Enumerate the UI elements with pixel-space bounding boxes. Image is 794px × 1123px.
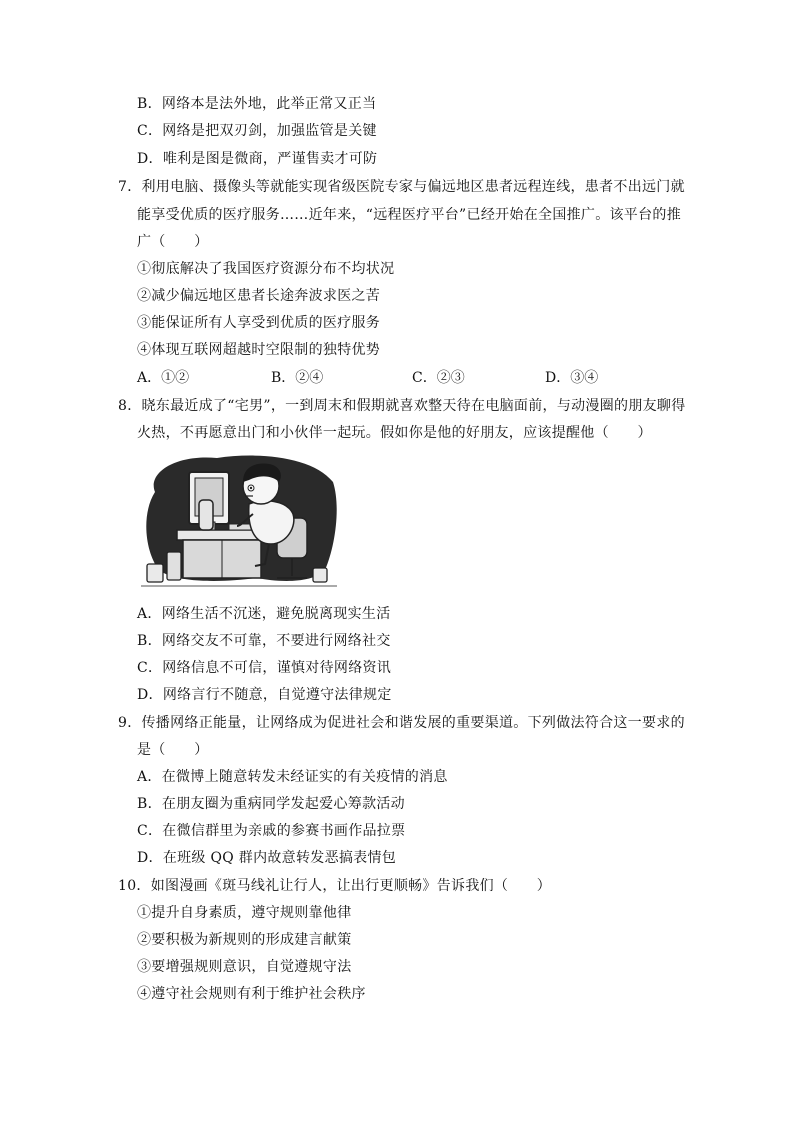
q7-stem-line2: 能享受优质的医疗服务……近年来，“远程医疗平台”已经开始在全国推广。该平台的推 <box>137 207 682 223</box>
q10-item-4: ④遵守社会规则有利于维护社会秩序 <box>137 986 366 1002</box>
q10-item-1: ①提升自身素质，遵守规则靠他律 <box>137 905 352 921</box>
q8-option-a: A．网络生活不沉迷，避免脱离现实生活 <box>137 606 391 622</box>
q9-option-d: D．在班级 QQ 群内故意转发恶搞表情包 <box>137 850 397 866</box>
q7-item-1: ①彻底解决了我国医疗资源分布不均状况 <box>137 261 395 277</box>
q10-stem-line1: 10．如图漫画《斑马线礼让行人，让出行更顺畅》告诉我们（ ） <box>118 878 552 894</box>
q7-choice-d: D．③④ <box>545 370 599 386</box>
q7-choice-b: B．②④ <box>271 370 324 386</box>
q7-item-2: ②减少偏远地区患者长途奔波求医之苦 <box>137 288 381 304</box>
q9-option-c: C．在微信群里为亲戚的参赛书画作品拉票 <box>137 823 406 839</box>
q6-option-c: C．网络是把双刃剑，加强监管是关键 <box>137 123 377 139</box>
q10-item-3: ③要增强规则意识，自觉遵规守法 <box>137 959 352 975</box>
cartoon-boy-at-computer-illustration <box>137 452 341 594</box>
q6-option-d: D．唯利是图是微商，严谨售卖才可防 <box>137 151 378 167</box>
q7-item-4: ④体现互联网超越时空限制的独特优势 <box>137 342 381 358</box>
q9-option-a: A．在微博上随意转发未经证实的有关疫情的消息 <box>137 769 448 785</box>
q8-option-b: B．网络交友不可靠，不要进行网络社交 <box>137 633 391 649</box>
q8-option-c: C．网络信息不可信，谨慎对待网络资讯 <box>137 660 392 676</box>
q8-stem-line1: 8．晓东最近成了“宅男”，一到周末和假期就喜欢整天待在电脑面前，与动漫圈的朋友聊得 <box>118 398 686 414</box>
q6-option-b: B．网络本是法外地，此举正常又正当 <box>137 96 377 112</box>
q7-choice-c: C．②③ <box>412 370 465 386</box>
q7-choices <box>137 368 617 388</box>
q7-stem-line3: 广（ ） <box>137 234 209 250</box>
q10-item-2: ②要积极为新规则的形成建言献策 <box>137 932 352 948</box>
q9-option-b: B．在朋友圈为重病同学发起爱心筹款活动 <box>137 796 405 812</box>
q8-option-d: D．网络言行不随意，自觉遵守法律规定 <box>137 687 392 703</box>
q9-stem-line1: 9．传播网络正能量，让网络成为促进社会和谐发展的重要渠道。下列做法符合这一要求的 <box>118 715 685 731</box>
q7-stem-line1: 7．利用电脑、摄像头等就能实现省级医院专家与偏远地区患者远程连线，患者不出远门就 <box>118 179 685 195</box>
q7-item-3: ③能保证所有人享受到优质的医疗服务 <box>137 315 381 331</box>
q8-stem-line2: 火热，不再愿意出门和小伙伴一起玩。假如你是他的好朋友，应该提醒他（ ） <box>137 425 652 441</box>
q9-stem-line2: 是（ ） <box>137 742 209 758</box>
q7-choice-a: A．①② <box>137 370 190 386</box>
